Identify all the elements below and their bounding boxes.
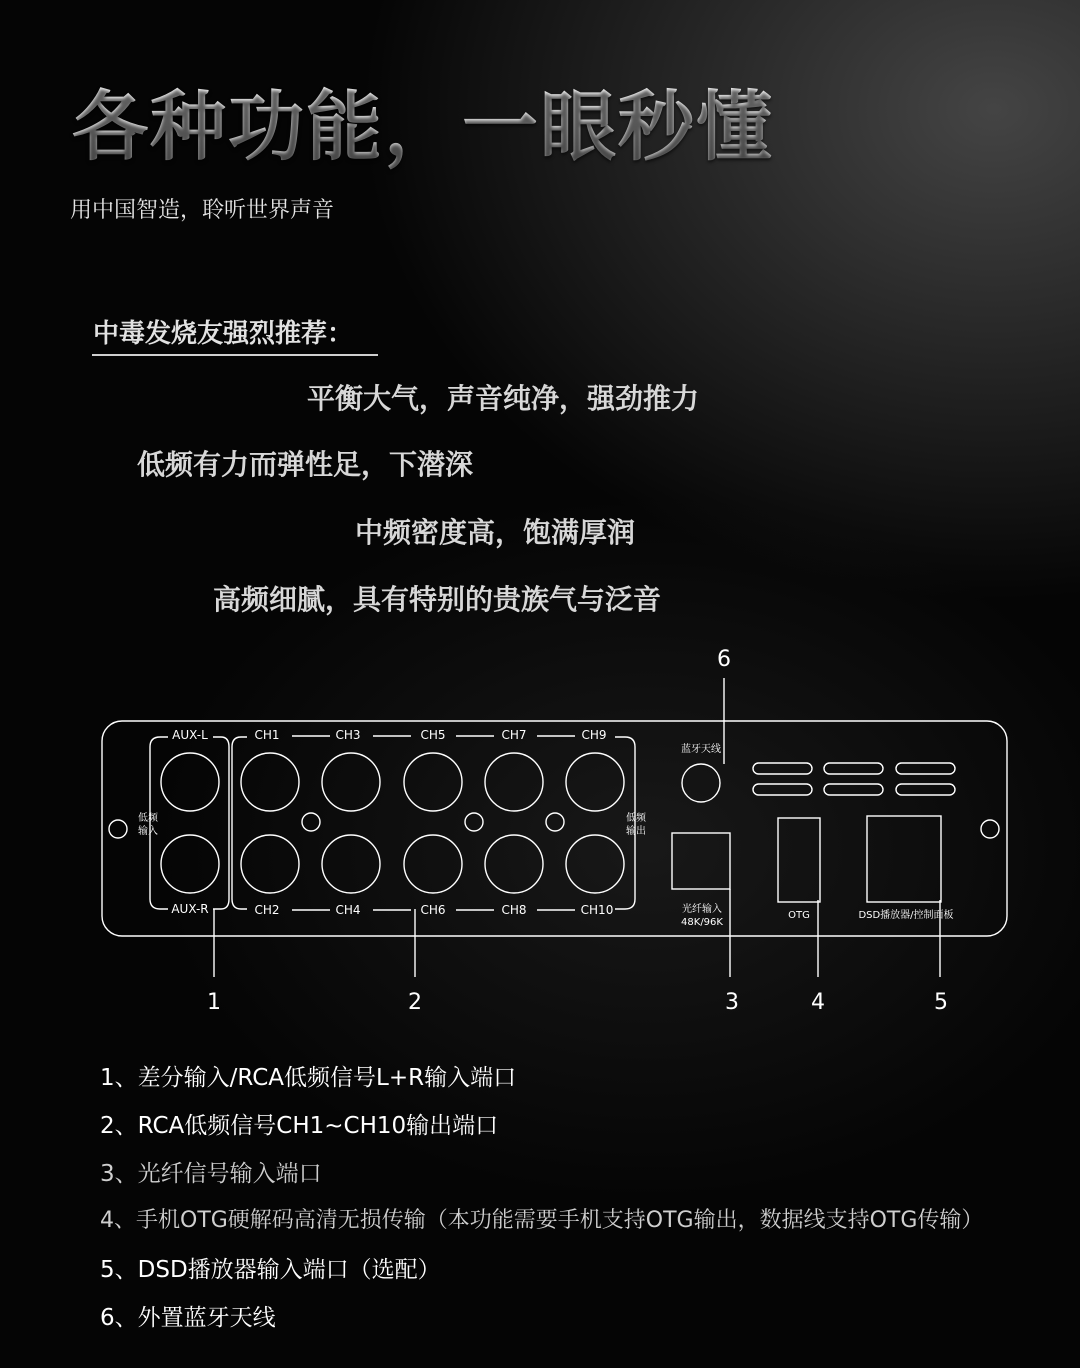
callout-number-3: 3 <box>725 990 739 1015</box>
page-title: 各种功能，一眼秒懂 <box>72 66 774 175</box>
legend-item-2: 2、RCA低频信号CH1~CH10输出端口 <box>100 1113 499 1139</box>
dsd-panel <box>867 816 941 902</box>
output-side-label-1: 低频 <box>626 813 646 824</box>
rear-panel-diagram <box>0 630 1080 1030</box>
ch10-label: CH10 <box>580 903 614 917</box>
legend-item-3: 3、光纤信号输入端口 <box>100 1161 322 1187</box>
output-side-label-2: 输出 <box>626 826 646 837</box>
feature-line-3: 中频密度高，饱满厚润 <box>355 516 636 549</box>
legend-item-6: 6、外置蓝牙天线 <box>100 1305 276 1331</box>
ch3-label: CH3 <box>335 728 361 742</box>
feature-line-1: 平衡大气，声音纯净，强劲推力 <box>307 382 700 415</box>
ch9-jack <box>566 753 624 811</box>
aux-l-label: AUX-L <box>172 728 208 742</box>
feature-line-4: 高频细腻，具有特别的贵族气与泛音 <box>213 583 662 616</box>
aux-r-jack <box>161 835 219 893</box>
screw <box>302 813 320 831</box>
ch5-label: CH5 <box>420 728 446 742</box>
bluetooth-label: 蓝牙天线 <box>681 744 721 755</box>
ch4-jack <box>322 835 380 893</box>
dsd-label: DSD播放器/控制面板 <box>858 910 954 921</box>
ch1-label: CH1 <box>254 728 280 742</box>
callout-number-2: 2 <box>408 990 422 1015</box>
ch7-label: CH7 <box>501 728 527 742</box>
input-side-label-2: 输入 <box>138 826 158 837</box>
callout-number-6: 6 <box>717 647 731 672</box>
ch2-label: CH2 <box>254 903 280 917</box>
mount-hole-left <box>109 820 127 838</box>
ch7-jack <box>485 753 543 811</box>
callout-number-5: 5 <box>934 990 948 1015</box>
bluetooth-antenna-port <box>682 764 720 802</box>
ch3-jack <box>322 753 380 811</box>
ch6-label: CH6 <box>420 903 446 917</box>
otg-label: OTG <box>788 910 810 921</box>
otg-port <box>778 818 820 902</box>
panel-outline <box>102 721 1007 936</box>
callout-number-4: 4 <box>811 990 825 1015</box>
optical-port <box>672 833 730 889</box>
feature-line-2: 低频有力而弹性足，下潜深 <box>137 448 474 481</box>
aux-l-jack <box>161 753 219 811</box>
vent-slot <box>896 763 955 774</box>
ch1-jack <box>241 753 299 811</box>
page-subtitle: 用中国智造，聆听世界声音 <box>70 198 335 223</box>
ch8-label: CH8 <box>501 903 527 917</box>
ch8-jack <box>485 835 543 893</box>
mount-hole-right <box>981 820 999 838</box>
legend-item-1: 1、差分输入/RCA低频信号L+R输入端口 <box>100 1065 517 1091</box>
vent-slot <box>896 784 955 795</box>
recommend-underline <box>92 354 378 356</box>
input-bracket-right <box>213 737 229 909</box>
vent-slot <box>824 784 883 795</box>
output-bracket-left <box>232 737 247 909</box>
recommend-heading: 中毒发烧友强烈推荐： <box>93 319 354 349</box>
legend-item-5: 5、DSD播放器输入端口（选配） <box>100 1257 441 1283</box>
ch2-jack <box>241 835 299 893</box>
callout-number-1: 1 <box>207 990 221 1015</box>
vent-slot <box>753 763 812 774</box>
ch6-jack <box>404 835 462 893</box>
legend-item-4: 4、手机OTG硬解码高清无损传输（本功能需要手机支持OTG输出，数据线支持OTG传输） <box>100 1208 984 1233</box>
ch5-jack <box>404 753 462 811</box>
ch4-label: CH4 <box>335 903 361 917</box>
optical-label-2: 48K/96K <box>681 917 723 928</box>
ch9-label: CH9 <box>581 728 607 742</box>
ch10-jack <box>566 835 624 893</box>
vent-slot <box>753 784 812 795</box>
screw <box>546 813 564 831</box>
vent-slot <box>824 763 883 774</box>
input-side-label-1: 低频 <box>138 813 158 824</box>
screw <box>465 813 483 831</box>
aux-r-label: AUX-R <box>171 902 209 916</box>
optical-label-1: 光纤输入 <box>682 904 722 915</box>
